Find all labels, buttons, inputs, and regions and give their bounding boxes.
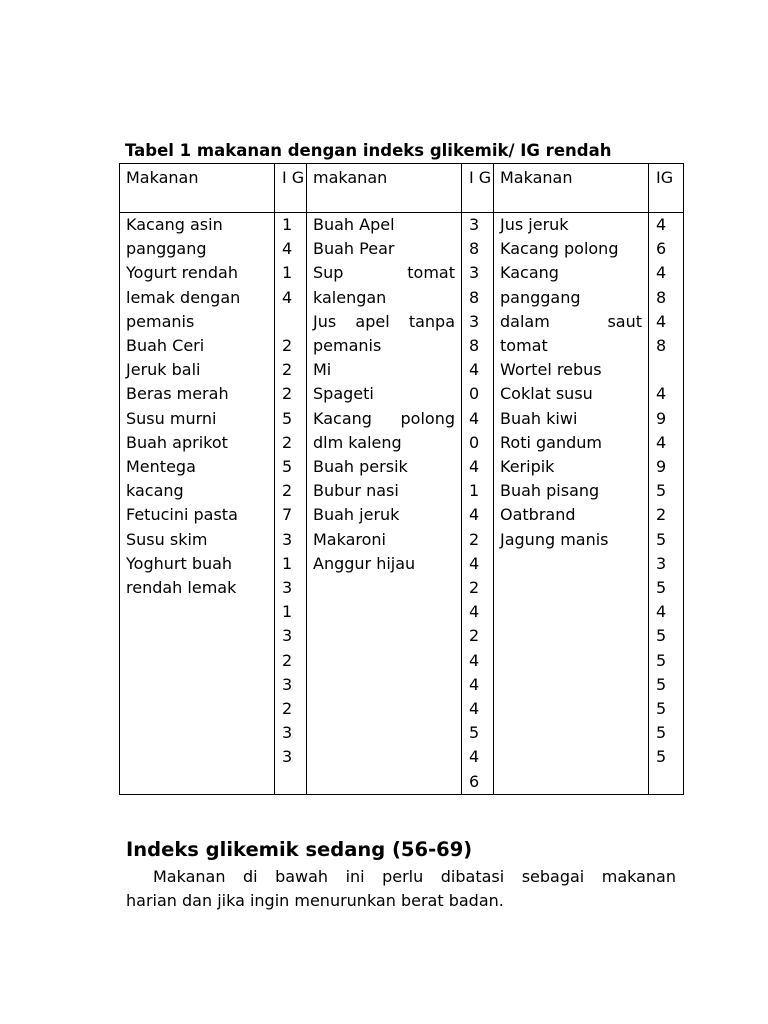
food-item-line: Kacang polong [313, 408, 455, 428]
ig-digit: 2 [469, 529, 480, 549]
ig-digit: 3 [282, 626, 293, 646]
header-ig-1: I G [275, 164, 307, 213]
food-item-line: Buah Pear [313, 239, 395, 259]
food-item-line: Buah Apel [313, 215, 395, 234]
food-item-line: Bubur nasi [313, 481, 399, 501]
food-item-line: panggang [500, 287, 581, 307]
food-item-line: panggang [126, 239, 207, 259]
food-item-line: Buah persik [313, 457, 408, 477]
table-body-row [120, 213, 684, 795]
food-item-line: Yogurt rendah [126, 263, 238, 283]
food-item-line: Buah jeruk [313, 505, 400, 525]
food-item-line: Wortel rebus [500, 360, 602, 380]
paragraph-line-2: harian dan jika ingin menurunkan berat badan. [126, 891, 504, 910]
food-item-line: tomat [500, 336, 548, 356]
food-item-line: Roti gandum [500, 432, 602, 452]
ig-digit: 9 [656, 457, 667, 477]
food-item-line: Keripik [500, 457, 555, 477]
header-makanan-1: Makanan [120, 164, 275, 213]
food-item-line: dalam saut [500, 311, 642, 331]
ig-column-1 [275, 213, 307, 795]
food-item-line: Makaroni [313, 529, 386, 549]
food-column-2 [307, 213, 462, 795]
food-item-line: Anggur hijau [313, 553, 416, 573]
ig-digit: 1 [282, 602, 293, 622]
food-column-1 [120, 213, 275, 795]
ig-digit: 6 [656, 239, 667, 259]
ig-digit: 5 [656, 747, 667, 767]
ig-digit: 4 [469, 408, 480, 428]
ig-digit: 4 [469, 553, 480, 573]
ig-digit: 4 [282, 287, 293, 307]
header-ig-2: I G [462, 164, 494, 213]
ig-digit: 4 [469, 674, 480, 694]
food-item-line: Kacang [500, 263, 559, 283]
ig-digit: 5 [656, 529, 667, 549]
food-item-line: Oatbrand [500, 505, 576, 525]
ig-column-2 [462, 213, 494, 795]
ig-digit: 1 [282, 215, 293, 234]
ig-digit: 5 [656, 674, 667, 694]
header-ig-3: IG [649, 164, 684, 213]
food-item-line: Spageti [313, 384, 374, 404]
food-item-line: Jus jeruk [500, 215, 569, 234]
ig-digit: 4 [469, 457, 480, 477]
food-item-line: Susu murni [126, 408, 217, 428]
food-item-line: Coklat susu [500, 384, 593, 404]
ig-digit: 2 [469, 626, 480, 646]
ig-digit: 3 [282, 674, 293, 694]
ig-digit: 3 [282, 747, 293, 767]
ig-digit: 3 [469, 311, 480, 331]
ig-digit: 4 [656, 384, 667, 404]
ig-digit: 4 [469, 505, 480, 525]
table-caption: Tabel 1 makanan dengan indeks glikemik/ IG rendah [125, 141, 612, 160]
ig-digit: 5 [656, 650, 667, 670]
food-item-line: pemanis [126, 311, 195, 331]
ig-column-3 [649, 213, 684, 795]
food-item-line: dlm kaleng [313, 432, 402, 452]
food-item-line: Buah Ceri [126, 336, 205, 356]
food-item-line: Jeruk bali [126, 360, 201, 380]
food-item-line: Sup tomat [313, 263, 455, 283]
ig-digit: 8 [656, 336, 667, 356]
ig-digit: 2 [282, 360, 293, 380]
ig-digit: 2 [282, 699, 293, 719]
food-item-line: Mentega [126, 457, 196, 477]
ig-digit: 4 [656, 263, 667, 283]
ig-digit: 4 [469, 602, 480, 622]
low-gi-food-table [119, 163, 684, 795]
ig-digit: 5 [656, 578, 667, 598]
ig-digit: 5 [656, 481, 667, 501]
food-item-line: Buah kiwi [500, 408, 578, 428]
ig-digit: 2 [282, 650, 293, 670]
ig-digit: 0 [469, 384, 480, 404]
food-item-line: Jus apel tanpa [313, 311, 455, 331]
ig-digit: 1 [469, 481, 480, 501]
ig-digit: 2 [282, 384, 293, 404]
ig-digit: 4 [656, 602, 667, 622]
header-makanan-3: Makanan [494, 164, 649, 213]
ig-digit: 4 [469, 360, 480, 380]
food-item-line: Susu skim [126, 529, 208, 549]
food-item-line: Kacang asin [126, 215, 223, 234]
ig-digit-gap [282, 310, 306, 334]
ig-digit: 1 [282, 553, 293, 573]
ig-digit-gap [656, 358, 683, 382]
ig-digit: 6 [469, 771, 480, 791]
ig-digit: 4 [469, 650, 480, 670]
section-title-medium-gi: Indeks glikemik sedang (56-69) [126, 838, 473, 861]
ig-digit: 3 [469, 263, 480, 283]
food-item-line: lemak dengan [126, 287, 241, 307]
ig-digit: 0 [469, 432, 480, 452]
ig-digit: 7 [282, 505, 293, 525]
ig-digit: 4 [656, 432, 667, 452]
ig-digit: 2 [469, 578, 480, 598]
food-item-line: kalengan [313, 287, 387, 307]
ig-digit: 2 [656, 505, 667, 525]
food-item-line: Yoghurt buah [126, 553, 233, 573]
ig-digit: 2 [282, 481, 293, 501]
food-item-line: Buah aprikot [126, 432, 228, 452]
ig-digit: 5 [656, 699, 667, 719]
ig-digit: 4 [282, 239, 293, 259]
paragraph-line-1: Makanan di bawah ini perlu dibatasi sebagai makanan [153, 867, 676, 886]
food-item-line: Buah pisang [500, 481, 600, 501]
food-item-line: Beras merah [126, 384, 229, 404]
ig-digit: 8 [469, 287, 480, 307]
ig-digit: 1 [282, 263, 293, 283]
table-header-row [120, 164, 684, 213]
ig-digit: 3 [282, 529, 293, 549]
header-makanan-2: makanan [307, 164, 462, 213]
ig-digit: 4 [469, 699, 480, 719]
food-item-line: Jagung manis [500, 529, 609, 549]
ig-digit: 5 [656, 723, 667, 743]
food-item-line: pemanis [313, 336, 382, 356]
ig-digit: 3 [469, 215, 480, 234]
ig-digit: 3 [656, 553, 667, 573]
food-item-line: Fetucini pasta [126, 505, 238, 525]
ig-digit: 5 [282, 457, 293, 477]
body-paragraph [126, 865, 676, 913]
food-item-line: kacang [126, 481, 184, 501]
ig-digit: 2 [282, 336, 293, 355]
food-item-line: Kacang polong [500, 239, 619, 259]
ig-digit: 4 [656, 215, 667, 234]
ig-digit: 5 [282, 408, 293, 428]
ig-digit: 9 [656, 408, 667, 428]
ig-digit: 8 [469, 239, 480, 259]
ig-digit: 8 [469, 336, 480, 356]
ig-digit: 5 [469, 723, 480, 743]
ig-digit: 3 [282, 578, 293, 598]
food-item-line: rendah lemak [126, 578, 237, 598]
ig-digit: 4 [656, 311, 667, 331]
food-item-line: Mi [313, 360, 332, 380]
ig-digit: 4 [469, 747, 480, 767]
ig-digit: 8 [656, 287, 667, 307]
ig-digit: 2 [282, 432, 293, 452]
ig-digit: 5 [656, 626, 667, 646]
ig-digit: 3 [282, 723, 293, 743]
food-column-3 [494, 213, 649, 795]
